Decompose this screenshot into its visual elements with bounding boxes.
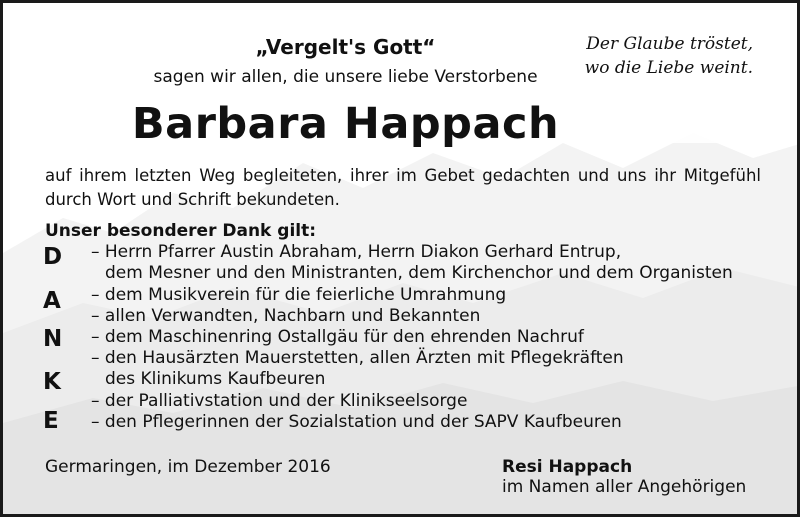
- signer-name: Resi Happach: [502, 457, 633, 477]
- signer-subtitle: im Namen aller Angehörigen: [502, 477, 747, 497]
- thanks-line: – der Palliativstation und der Klinikseelsorge: [91, 391, 468, 411]
- intro-paragraph: auf ihrem letzten Weg begleiteten, ihrer im Gebet gedachten und uns ihr Mitgefühl durch Wort und Schrift bekundeten.: [45, 166, 761, 209]
- thanks-line: – den Pflegerinnen der Sozialstation und der SAPV Kaufbeuren: [91, 412, 622, 432]
- thanks-heading: Unser besonderer Dank gilt:: [45, 221, 317, 241]
- deceased-name: Barbara Happach: [131, 99, 560, 149]
- place-date: Germaringen, im Dezember 2016: [45, 457, 331, 477]
- danke-letter-a: A: [43, 288, 61, 314]
- motto-line-2: wo die Liebe weint.: [584, 58, 753, 78]
- danke-letter-n: N: [43, 326, 63, 352]
- thanks-line: – dem Maschinenring Ostallgäu für den ehrenden Nachruf: [91, 327, 584, 347]
- thanks-line: – dem Musikverein für die feierliche Umrahmung: [91, 285, 507, 305]
- header-subtitle: sagen wir allen, die unsere liebe Verstorbene: [153, 67, 538, 87]
- thanks-line: dem Mesner und den Ministranten, dem Kirchenchor und dem Organisten: [105, 263, 733, 283]
- thanks-line: – allen Verwandten, Nachbarn und Bekannten: [91, 306, 481, 326]
- danke-letter-k: K: [43, 369, 61, 395]
- motto-line-1: Der Glaube tröstet,: [586, 34, 753, 54]
- danke-letter-d: D: [43, 244, 63, 270]
- motto: [543, 32, 753, 80]
- thanks-line: des Klinikums Kaufbeuren: [105, 369, 326, 389]
- header-title: „Vergelt's Gott“: [255, 35, 436, 59]
- danke-letter-e: E: [43, 408, 59, 434]
- thanks-line: – Herrn Pfarrer Austin Abraham, Herrn Diakon Gerhard Entrup,: [91, 242, 622, 262]
- thanks-line: – den Hausärzten Mauerstetten, allen Ärzten mit Pflegekräften: [91, 348, 624, 368]
